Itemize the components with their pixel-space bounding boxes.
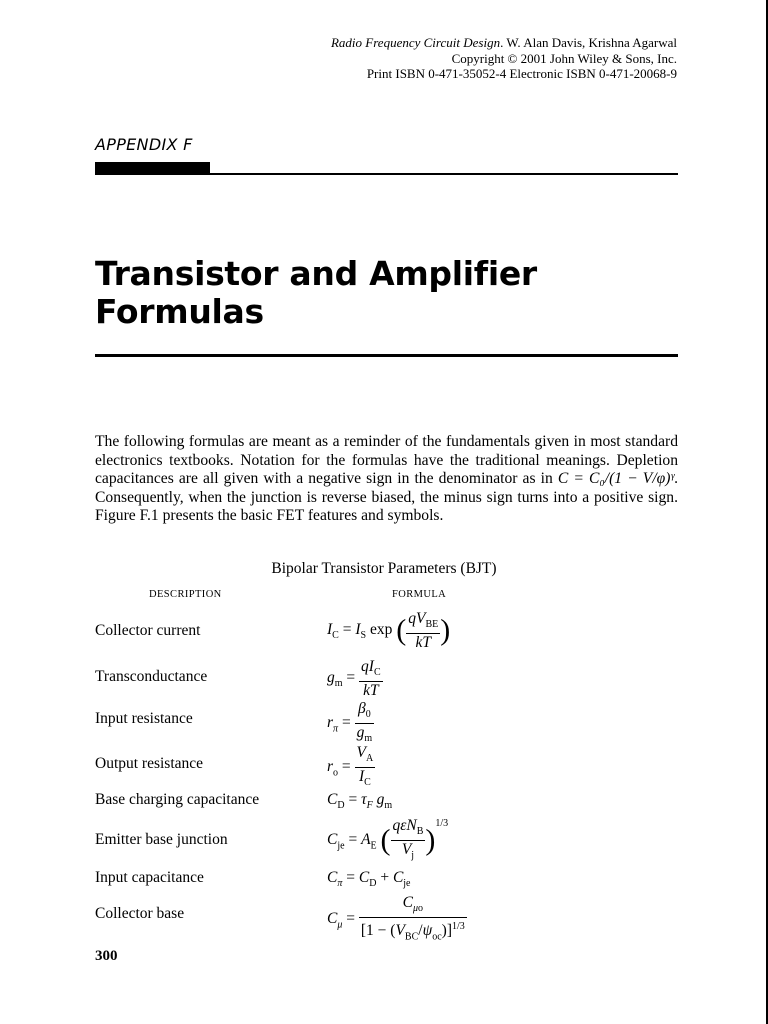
chapter-title-line-1: Transistor and Amplifier bbox=[95, 254, 537, 293]
book-authors: . W. Alan Davis, Krishna Agarwal bbox=[500, 35, 677, 50]
intro-text-2: . Consequently, when the junction is reverse biased, the minus sign turns into a positive sign. Figure F.1 presents the basic FET features and symbols. bbox=[95, 470, 678, 525]
formula-column-header: FORMULA bbox=[392, 589, 447, 600]
table-row bbox=[95, 658, 695, 700]
output-resistance-formula: $r_o$ = $\frac{V_A}{I_C}$ bbox=[327, 744, 374, 789]
appendix-label: APPENDIX F bbox=[95, 135, 193, 154]
intro-text-1: The following formulas are meant as a reminder of the fundamentals given in most standard electronics textbooks. Notation for the formulas have the traditional meanings. Depletion capacitances are all given with a negative sign in the denominator as in bbox=[95, 433, 678, 488]
input-capacitance-formula: $C_\pi = C_D + C_{je}$ bbox=[327, 869, 411, 890]
row-description: Emitter base junction bbox=[95, 831, 228, 848]
book-title: Radio Frequency Circuit Design bbox=[330, 35, 501, 50]
row-description: Output resistance bbox=[95, 755, 204, 772]
transconductance-formula: $g_m$ = $\frac{qI_C}{kT}$ bbox=[327, 658, 381, 700]
emitter-base-junction-formula: $C_{je} = A_E$ ( $\frac{q\varepsilon N_B}{V_j}$ )$^{1/3}$ bbox=[327, 817, 449, 862]
copyright-line: Copyright © 2001 John Wiley & Sons, Inc. bbox=[451, 50, 677, 66]
table-row bbox=[95, 744, 695, 789]
book-title-line bbox=[331, 35, 677, 51]
appendix-rule-thin bbox=[95, 173, 678, 175]
table-row bbox=[95, 894, 695, 943]
row-description: Base charging capacitance bbox=[95, 791, 260, 808]
row-description: Input capacitance bbox=[95, 869, 204, 886]
description-column-header: DESCRIPTION bbox=[149, 589, 222, 600]
input-resistance-formula: $r_\pi$ = $\frac{\beta_0}{g_m}$ bbox=[327, 700, 373, 745]
chapter-title bbox=[95, 255, 537, 331]
page-number: 300 bbox=[95, 948, 118, 964]
intro-paragraph bbox=[95, 433, 678, 526]
row-description: Transconductance bbox=[95, 668, 208, 685]
chapter-title-line-2: Formulas bbox=[95, 292, 264, 331]
isbn-line: Print ISBN 0-471-35052-4 Electronic ISBN 0-471-20068-9 bbox=[366, 66, 677, 81]
intro-inline-math: C = C₀/(1 − V/φ)ᵞ bbox=[557, 470, 675, 488]
table-row bbox=[95, 610, 695, 652]
title-rule bbox=[95, 354, 678, 357]
table-row bbox=[95, 700, 695, 745]
table-row bbox=[95, 817, 695, 862]
base-charging-capacitance-formula: $C_D = \tau_F$ $g_m$ bbox=[327, 791, 393, 812]
table-title: Bipolar Transistor Parameters (BJT) bbox=[271, 560, 497, 577]
row-description: Collector base bbox=[95, 905, 185, 922]
row-description: Input resistance bbox=[95, 710, 193, 727]
collector-base-formula: $C_\mu$ = $\frac{C_{\mu o}}{[1 - (V_{BC}/\psi_{oc})]^{1/3}}$ bbox=[327, 894, 465, 943]
book-header bbox=[331, 35, 677, 82]
row-description: Collector current bbox=[95, 622, 201, 639]
collector-current-formula: $I_C = I_S$ exp ( $\frac{qV_{BE}}{kT}$ ) bbox=[327, 610, 451, 652]
